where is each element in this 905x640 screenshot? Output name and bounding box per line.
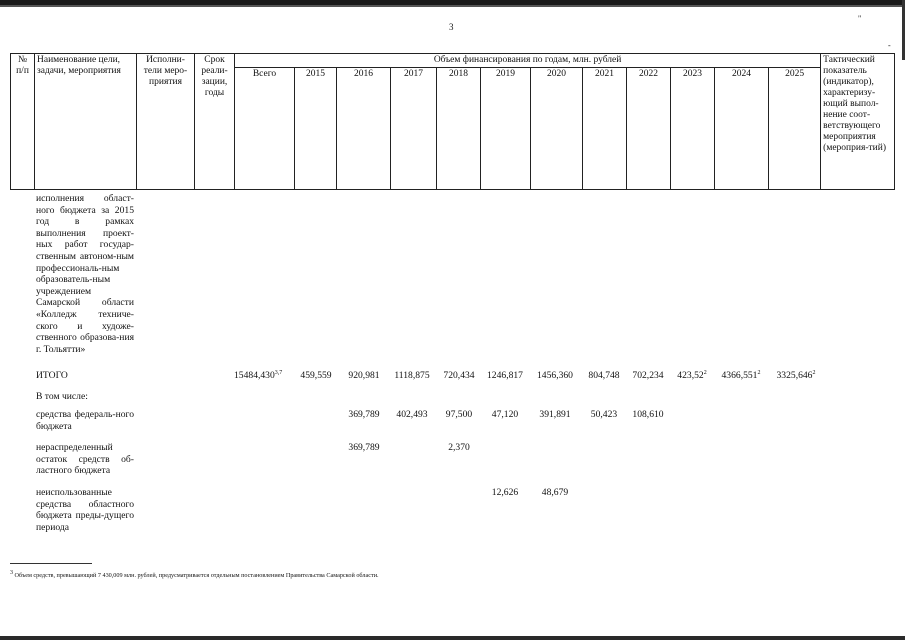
- table-header: [10, 53, 895, 190]
- itogo-value-2024: 4366,551$^2$: [721, 370, 761, 381]
- unused-value-2020: 48,679: [541, 487, 569, 498]
- itogo-value-2025: 3325,646$^2$: [776, 370, 816, 381]
- col-year-header: 2025: [769, 68, 821, 190]
- col-year-header: 2024: [715, 68, 769, 190]
- itogo-value-2019: 1246,817: [487, 370, 523, 381]
- bottom-border: [0, 636, 905, 640]
- col-financing-header: Объем финансирования по годам, млн. рублей: [235, 54, 821, 68]
- federal-value-2020: 391,891: [539, 409, 571, 420]
- top-border-shadow: [0, 5, 905, 7]
- itogo-total-sup: 3,7: [274, 370, 283, 376]
- unallocated-label: нераспределенный остаток средств об-ластного бюджета: [36, 442, 134, 477]
- federal-value-2018: 97,500: [445, 409, 473, 420]
- itogo-value-2020: 1456,360: [537, 370, 573, 381]
- itogo-value-2021: 804,748: [588, 370, 620, 381]
- itogo-value-2022: 702,234: [632, 370, 664, 381]
- itogo-total-value: 15484,430: [234, 370, 275, 381]
- unused-label: неиспользованные средства областного бюджета преды-дущего периода: [36, 487, 134, 533]
- federal-value-2022: 108,610: [632, 409, 664, 420]
- footnote: [10, 572, 379, 579]
- v-tom-chisle-label: В том числе:: [36, 391, 88, 402]
- col-total-header: Всего: [235, 68, 295, 190]
- col-year-header: 2018: [437, 68, 481, 190]
- footnote-text: Объем средств, превышающий 7 430,009 млн. рублей, предусматривается отдельным постановлением Правительства Самарской области.: [14, 572, 379, 579]
- federal-value-2019: 47,120: [491, 409, 519, 420]
- col-indicator-header: Тактический показатель (индикатор), характеризу-ющий выпол-нение соот-ветствующего мероприятия (мероприя-тий): [821, 54, 895, 190]
- col-year-header: 2023: [671, 68, 715, 190]
- col-year-header: 2016: [337, 68, 391, 190]
- col-no-header: № п/п: [11, 54, 35, 190]
- col-year-header: 2022: [627, 68, 671, 190]
- page-number: 3: [449, 22, 454, 32]
- unallocated-value-2016: 369,789: [348, 442, 380, 453]
- col-year-header: 2015: [295, 68, 337, 190]
- itogo-value-2017: 1118,875: [394, 370, 430, 381]
- footnote-mark: 3: [10, 570, 13, 576]
- scan-mark: -: [888, 41, 891, 50]
- col-year-header: 2021: [583, 68, 627, 190]
- col-executors-header: Исполни-тели меро-приятия: [137, 54, 195, 190]
- col-year-header: 2020: [531, 68, 583, 190]
- col-term-header: Срок реали-зации, годы: [195, 54, 235, 190]
- federal-value-2021: 50,423: [590, 409, 618, 420]
- footnote-separator: [10, 563, 92, 564]
- unused-value-2019: 12,626: [491, 487, 519, 498]
- itogo-value-2016: 920,981: [348, 370, 380, 381]
- itogo-value-2023: 423,52$^2$: [677, 370, 707, 381]
- col-year-header: 2019: [481, 68, 531, 190]
- unallocated-value-2018: 2,370: [448, 442, 470, 453]
- scan-mark: ": [858, 14, 862, 23]
- continuation-text: исполнения област-ного бюджета за 2015 год в рамках выполнения проект-ных работ государ-ственным автоном-ным профессиональ-ным образователь-ным учреждением Самарской области «Колледж техниче-ского и художе-ственного образова-ния г. Тольятти»: [36, 193, 134, 355]
- itogo-value-2018: 720,434: [443, 370, 475, 381]
- itogo-total: [234, 370, 282, 382]
- federal-value-2017: 402,493: [396, 409, 428, 420]
- col-name-header: Наименование цели, задачи, мероприятия: [35, 54, 137, 190]
- itogo-label: ИТОГО: [36, 370, 68, 381]
- federal-value-2016: 369,789: [348, 409, 380, 420]
- col-year-header: 2017: [391, 68, 437, 190]
- federal-label: средства федераль-ного бюджета: [36, 409, 134, 432]
- itogo-value-2015: 459,559: [300, 370, 332, 381]
